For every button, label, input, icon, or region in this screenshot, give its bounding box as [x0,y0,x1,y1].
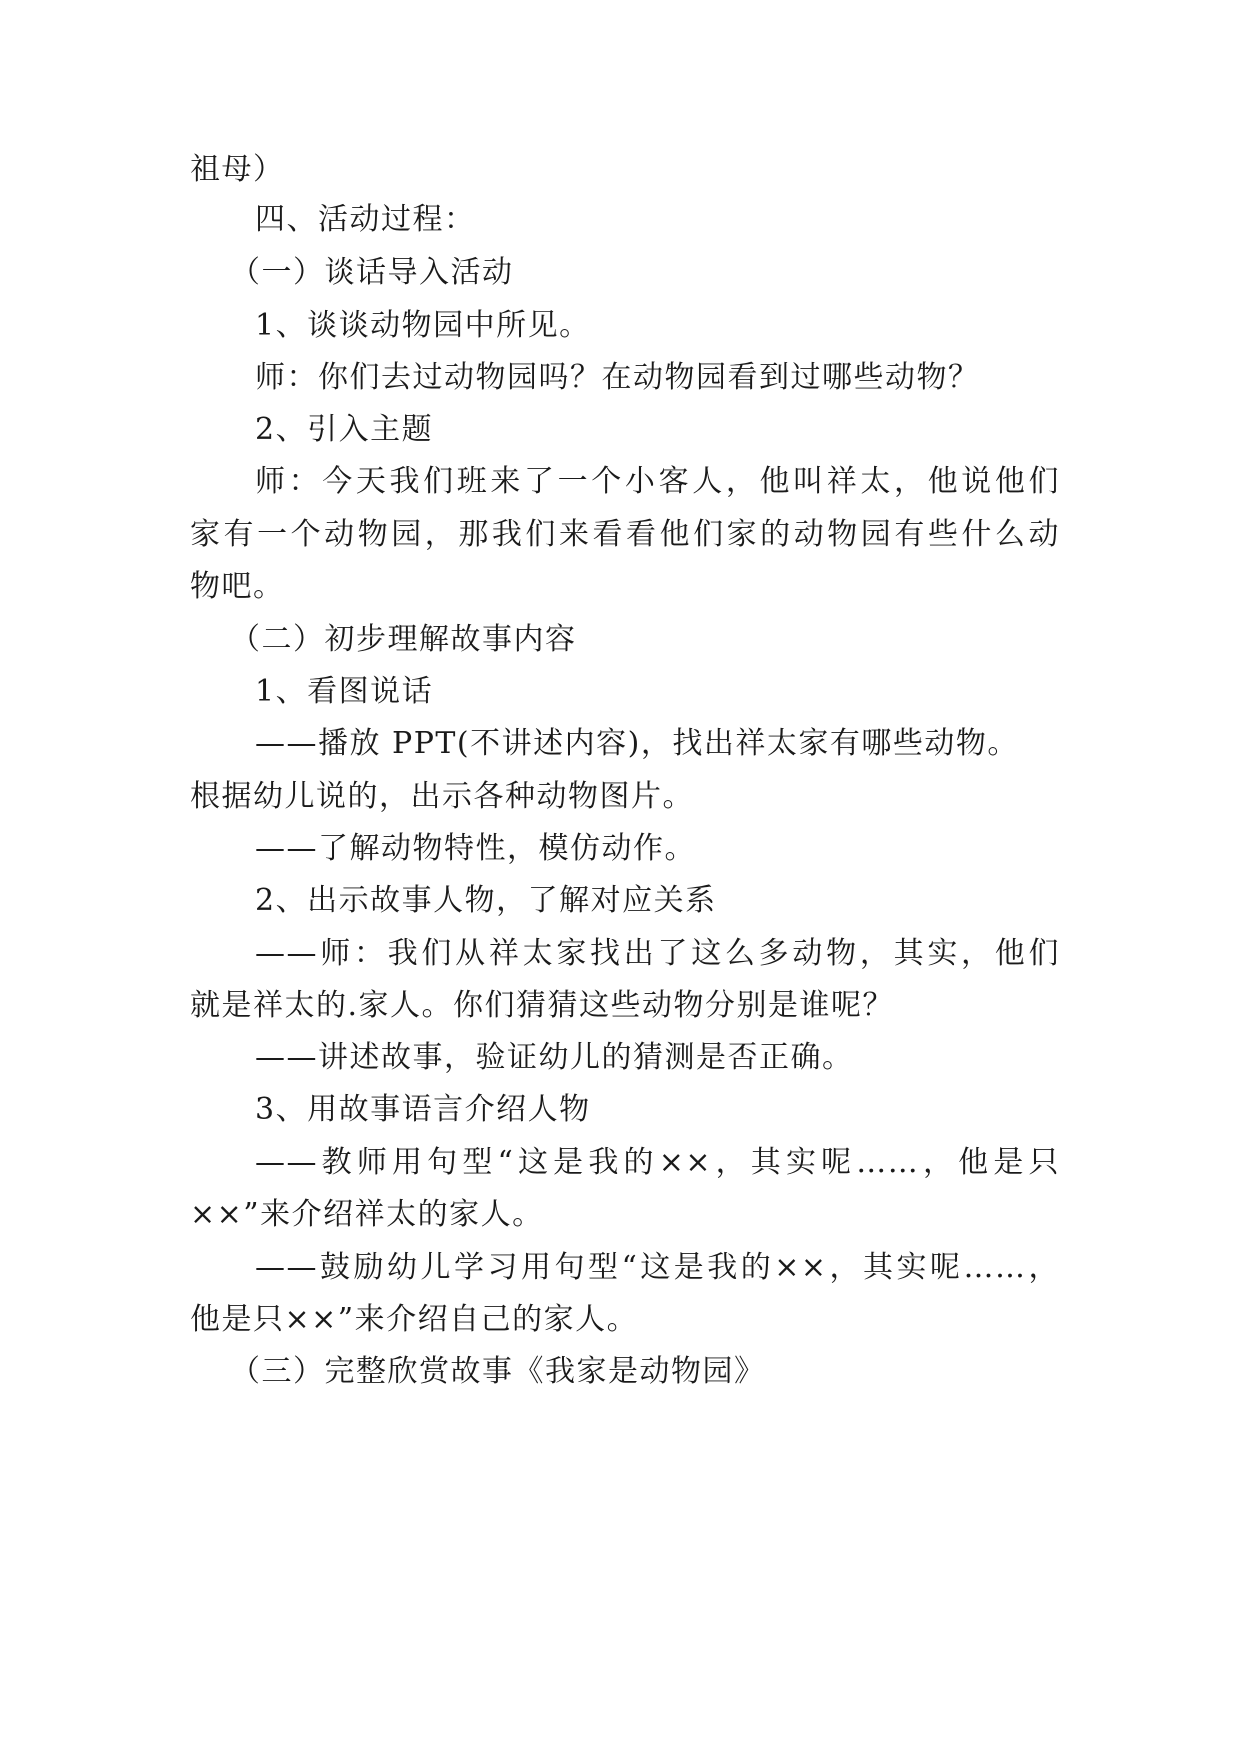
step-2-1-detail-line-2: 根据幼儿说的，出示各种动物图片。 [190,779,694,814]
step-2-3-detail-2-line-1: ——鼓励幼儿学习用句型“这是我的××，其实呢……， [255,1250,1060,1285]
teacher-intro-line-1: 师：今天我们班来了一个小客人，他叫祥太，他说他们 [255,464,1060,499]
teacher-intro-line-2: 家有一个动物园，那我们来看看他们家的动物园有些什么动 [190,517,1060,552]
step-2-1-detail-line-1: ——播放 PPT(不讲述内容)，找出祥太家有哪些动物。 [255,726,1019,761]
step-2-1: 1、看图说话 [255,674,434,709]
subsection-heading-2: （二）初步理解故事内容 [230,622,577,657]
step-2-3-detail-line-1: ——教师用句型“这是我的××，其实呢……，他是只 [255,1145,1060,1180]
step-2-2-detail-line-2: 就是祥太的.家人。你们猜猜这些动物分别是谁呢？ [190,988,895,1023]
teacher-intro-line-3: 物吧。 [190,569,285,604]
teacher-question-1: 师：你们去过动物园吗？在动物园看到过哪些动物？ [255,360,980,395]
step-2-1-detail-2: ——了解动物特性，模仿动作。 [255,831,696,866]
text-line-continuation: 祖母） [190,152,285,187]
step-2-2-detail-line-1: ——师：我们从祥太家找出了这么多动物，其实，他们 [255,936,1060,971]
step-2-3-detail-2-line-2: 他是只××”来介绍自己的家人。 [190,1302,639,1337]
section-heading-activity-process: 四、活动过程： [255,202,476,237]
step-1-1: 1、谈谈动物园中所见。 [255,308,591,343]
step-2-2-detail-2: ——讲述故事，验证幼儿的猜测是否正确。 [255,1040,854,1075]
step-2-3: 3、用故事语言介绍人物 [255,1092,591,1127]
step-2-2: 2、出示故事人物，了解对应关系 [255,883,717,918]
step-2-3-detail-line-2: ××”来介绍祥太的家人。 [190,1197,544,1232]
step-1-2: 2、引入主题 [255,412,434,447]
subsection-heading-3: （三）完整欣赏故事《我家是动物园》 [230,1354,766,1389]
subsection-heading-1: （一）谈话导入活动 [230,255,514,290]
